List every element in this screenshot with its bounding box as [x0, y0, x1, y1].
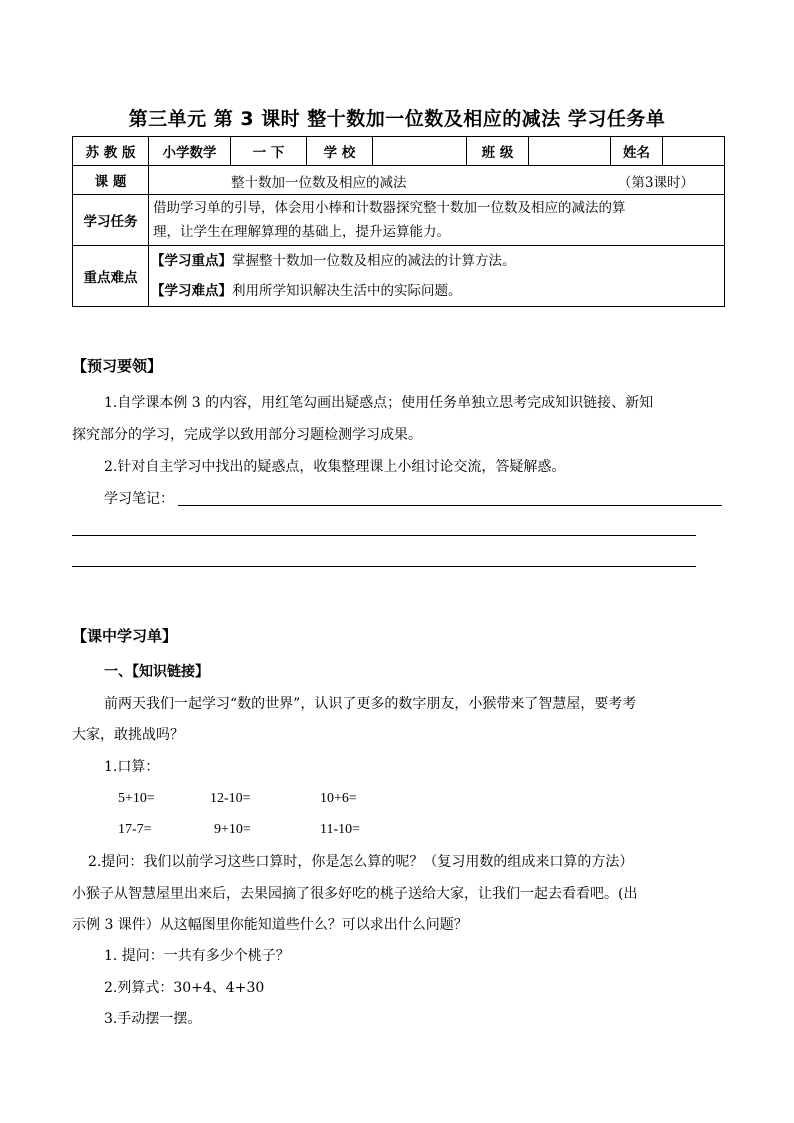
q2-line-3: 示例 3 课件）从这幅图里你能知道些什么？可以求出什么问题？ — [72, 917, 468, 933]
notes-line-2[interactable] — [72, 535, 696, 536]
preview-heading: 【预习要领】 — [72, 357, 163, 375]
info-table — [72, 136, 725, 307]
info-row-task — [73, 195, 725, 246]
page-title: 第三单元 第 3 课时 整十数加一位数及相应的减法 学习任务单 — [128, 108, 666, 130]
step-3: 3.手动摆一摆。 — [104, 1011, 202, 1027]
notes-line-3[interactable] — [72, 566, 696, 567]
task-cell — [149, 195, 725, 246]
diff-text: 利用所学知识解决生活中的实际问题。 — [232, 283, 462, 299]
preview-p1-line1: 1.自学课本例 3 的内容，用红笔勾画出疑惑点；使用任务单独立思考完成知识链接、新知 — [104, 395, 654, 411]
class-value-cell — [529, 137, 611, 166]
school-value-cell — [373, 137, 467, 166]
topic-label: 课 题 — [73, 166, 149, 195]
name-value-cell — [663, 137, 725, 166]
oral-calc-label: 1.口算： — [104, 759, 160, 775]
q2-line-1: 2.提问：我们以前学习这些口算时，你是怎么算的呢？（复习用数的组成来口算的方法） — [88, 854, 634, 870]
intro-line-2: 大家，敢挑战吗？ — [72, 727, 184, 743]
info-row-topic — [73, 166, 725, 195]
key-label: 重点难点 — [73, 246, 149, 307]
info-row-key — [73, 246, 725, 307]
q2-line-2: 小猴子从智慧屋里出来后，去果园摘了很多好吃的桃子送给大家，让我们一起去看看吧。(出 — [72, 886, 638, 902]
key-text: 掌握整十数加一位数及相应的减法的计算方法。 — [232, 253, 516, 269]
topic-cell — [149, 166, 725, 195]
oral-row1-item2: 12-10= — [210, 791, 251, 806]
notes-label: 学习笔记： — [104, 491, 174, 507]
subject-value: 小学数学 — [149, 137, 231, 166]
task-line-1: 借助学习单的引导，体会用小棒和计数器探究整十数加一位数及相应的减法的算 — [153, 200, 626, 216]
task-label: 学习任务 — [73, 195, 149, 246]
key-point — [151, 246, 720, 276]
difficult-point — [151, 276, 720, 306]
in-class-heading: 【课中学习单】 — [72, 627, 178, 645]
diff-tag: 【学习难点】 — [151, 283, 232, 299]
key-tag: 【学习重点】 — [151, 253, 232, 269]
knowledge-link-heading: 一、【知识链接】 — [104, 664, 209, 680]
topic-value: 整十数加一位数及相应的减法 — [231, 175, 407, 191]
publisher-label: 苏 教 版 — [73, 137, 149, 166]
oral-row1-item1: 5+10= — [118, 791, 155, 806]
preview-p2: 2.针对自主学习中找出的疑惑点，收集整理课上小组讨论交流，答疑解惑。 — [104, 459, 566, 475]
oral-row1-item3: 10+6= — [320, 791, 357, 806]
name-label: 姓名 — [611, 137, 663, 166]
grade-value: 一 下 — [231, 137, 307, 166]
info-row-header — [73, 137, 725, 166]
task-line-2: 理，让学生在理解算理的基础上，提升运算能力。 — [153, 224, 450, 240]
step-2: 2.列算式：30+4、4+30 — [104, 980, 265, 996]
preview-p1-line2: 探究部分的学习，完成学以致用部分习题检测学习成果。 — [72, 427, 422, 443]
oral-row2-item3: 11-10= — [320, 822, 361, 837]
step-1: 1. 提问：一共有多少个桃子？ — [104, 948, 290, 964]
oral-row2-item1: 17-7= — [118, 822, 152, 837]
notes-line-1[interactable] — [178, 505, 722, 506]
class-label: 班 级 — [467, 137, 529, 166]
oral-row2-item2: 9+10= — [214, 822, 251, 837]
intro-line-1: 前两天我们一起学习“数的世界”，认识了更多的数字朋友，小猴带来了智慧屋，要考考 — [104, 696, 637, 712]
key-cell — [149, 246, 725, 307]
lesson-value: （第3课时） — [617, 175, 694, 191]
school-label: 学 校 — [307, 137, 373, 166]
